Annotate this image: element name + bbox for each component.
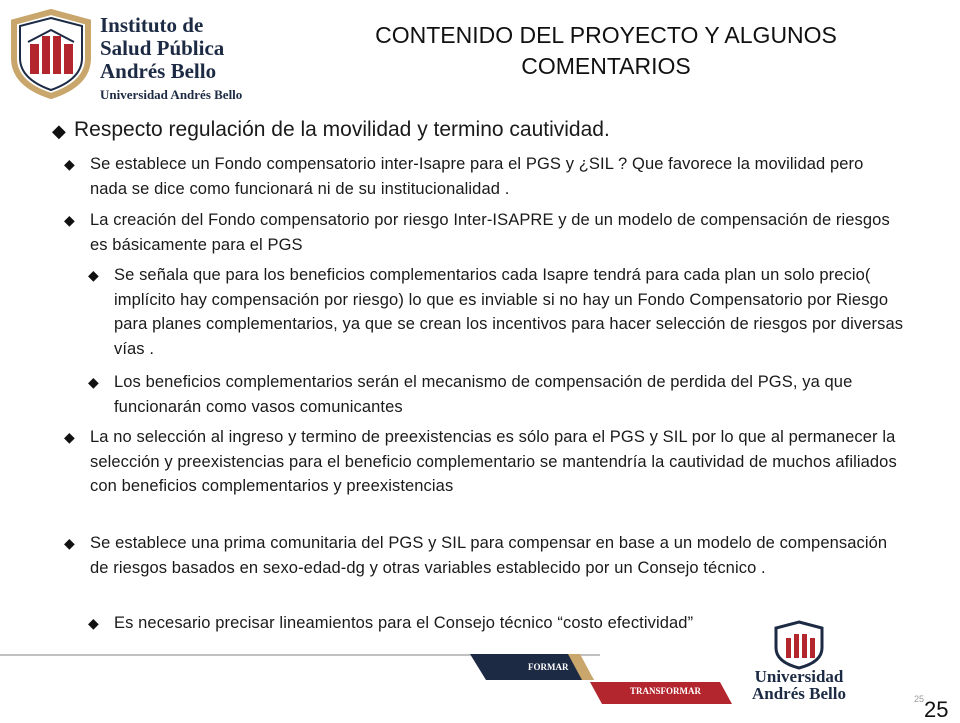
university-logo-line1: Universidad xyxy=(754,667,844,686)
institute-university-line: Universidad Andrés Bello xyxy=(100,87,243,102)
banner-label-formar: FORMAR xyxy=(528,662,569,672)
bullet-text: Se establece un Fondo compensatorio inter-Isapre para el PGS y ¿SIL ? Que favorece la movilidad pero nada se dice como funcionará ni de su institucionalidad . xyxy=(90,155,864,198)
bullet-level2 xyxy=(88,263,908,361)
institute-name-line3: Andrés Bello xyxy=(100,59,217,83)
bullet-level1 xyxy=(64,208,904,257)
slide-title-line2: COMENTARIOS xyxy=(521,53,691,79)
formar-transformar-banner xyxy=(470,652,740,712)
diamond-bullet-icon: ◆ xyxy=(52,121,66,141)
slide-title-line1: CONTENIDO DEL PROYECTO Y ALGUNOS xyxy=(375,22,837,48)
bullet-text: Se establece una prima comunitaria del PGS y SIL para compensar en base a un modelo de compensación de riesgos basados en sexo-edad-dg y otras variables establecido por un Consejo técnico . xyxy=(90,534,888,577)
bullet-level2 xyxy=(88,370,908,419)
page-number-small: 25 xyxy=(914,694,925,704)
institute-name xyxy=(100,14,242,103)
shield-emblem-icon xyxy=(8,8,94,100)
diamond-bullet-icon: ◆ xyxy=(64,212,75,228)
bullet-level0 xyxy=(52,117,912,144)
institute-name-line1: Instituto de xyxy=(100,13,204,37)
diamond-bullet-icon: ◆ xyxy=(88,267,99,283)
diamond-bullet-icon: ◆ xyxy=(64,535,75,551)
institute-logo xyxy=(8,8,268,100)
diamond-bullet-icon: ◆ xyxy=(64,156,75,172)
diamond-bullet-icon: ◆ xyxy=(64,429,75,445)
institute-name-line2: Salud Pública xyxy=(100,36,225,60)
bullet-text: La creación del Fondo compensatorio por riesgo Inter-ISAPRE y de un modelo de compensación de riesgos es básicamente para el PGS xyxy=(90,211,890,254)
slide-title xyxy=(296,20,916,82)
bullet-level1 xyxy=(64,152,904,201)
diamond-bullet-icon: ◆ xyxy=(88,374,99,390)
university-logo-line2: Andrés Bello xyxy=(752,684,846,703)
page-number: 25 xyxy=(924,697,949,722)
banner-label-transformar: TRANSFORMAR xyxy=(630,686,701,696)
bullet-level1 xyxy=(64,531,904,580)
diamond-bullet-icon: ◆ xyxy=(88,615,99,631)
bullet-text: Es necesario precisar lineamientos para el Consejo técnico “costo efectividad” xyxy=(114,614,694,632)
bullet-text: Los beneficios complementarios serán el mecanismo de compensación de perdida del PGS, ya que funcionarán como vasos comunicantes xyxy=(114,373,853,416)
bullet-level1 xyxy=(64,425,904,499)
bullet-text: Se señala que para los beneficios complementarios cada Isapre tendrá para cada plan un solo precio( implícito hay compensación por riesgo) lo que es inviable si no hay un Fondo Compensatorio por Riesgo para planes complementarios, ya que se crean los incentivos para hacer selección de riesgos por diversas vías . xyxy=(114,266,904,358)
bullet-text: La no selección al ingreso y termino de preexistencias es sólo para el PGS y SIL por lo que al permanecer la selección y preexistencias para el beneficio complementario se mantendría la cautividad de muchos afiliados con beneficios complementarios y preexistencias xyxy=(90,428,897,495)
bullet-text: Respecto regulación de la movilidad y termino cautividad. xyxy=(74,118,610,141)
university-logo-text xyxy=(744,668,854,702)
